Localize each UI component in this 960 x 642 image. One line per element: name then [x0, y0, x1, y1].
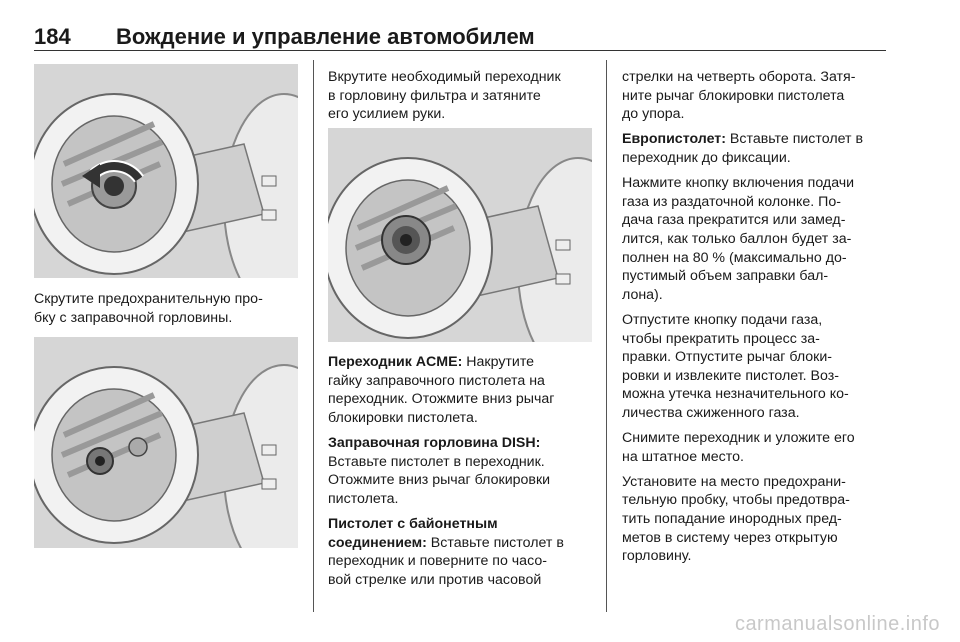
text-line: лона). — [622, 286, 663, 303]
text-line: Отпустите кнопку подачи газа, — [622, 311, 823, 328]
text-line: его усилием руки. — [328, 106, 446, 123]
text-line: блокировки пистолета. — [328, 409, 478, 426]
text-line: Вставьте пистолет в — [426, 534, 564, 551]
text-line: переходник. Отожмите вниз рычаг — [328, 391, 555, 408]
paragraph-remove-adapter — [622, 429, 892, 466]
text-line: метов в систему через открытую — [622, 529, 838, 546]
term-bayonet: соединением: — [328, 534, 427, 551]
text-line: Накрутите — [462, 354, 535, 370]
text-line: до упора. — [622, 106, 685, 123]
figure-cap-removal — [34, 64, 298, 278]
paragraph-release — [622, 311, 892, 423]
text-line: пистолета. — [328, 490, 399, 507]
text-line: тельную пробку, чтобы предотвра- — [622, 492, 850, 509]
figure-adapter-installed — [328, 128, 592, 342]
page-title: Вождение и управление автомобилем — [116, 24, 535, 49]
text-line: пустимый объем заправки бал- — [622, 268, 829, 285]
text-line: чтобы прекратить процесс за- — [622, 330, 820, 347]
instructions-column-2 — [328, 68, 600, 130]
text-line: можна утечка незначительного ко- — [622, 386, 849, 403]
text-line: правки. Отпустите рычаг блоки- — [622, 349, 833, 366]
paragraph-gas-supply — [622, 174, 892, 304]
caption-cap-removal — [34, 290, 304, 327]
text-line: на штатное место. — [622, 448, 744, 465]
paragraph-euro — [622, 130, 892, 167]
text-line: ровки и извлеките пистолет. Воз- — [622, 367, 839, 384]
text-line: тить попадание инородных пред- — [622, 511, 842, 528]
text-line: переходник и поверните по часо- — [328, 553, 547, 570]
term-acme: Переходник ACME: — [328, 354, 463, 370]
text-line: Установите на место предохрани- — [622, 473, 846, 490]
figure-open-filler — [34, 337, 298, 548]
text-line: стрелки на четверть оборота. Затя- — [622, 69, 856, 85]
paragraph-continuation — [622, 68, 892, 124]
text-line: в горловину фильтра и затяните — [328, 87, 541, 104]
text-line: переходник до фиксации. — [622, 149, 791, 166]
text-line: гайку заправочного пистолета на — [328, 372, 545, 389]
instructions-column-2-cont — [328, 353, 600, 596]
term-bayonet: Пистолет с байонетным — [328, 515, 498, 532]
text-line: горловину. — [622, 548, 692, 565]
term-dish: Заправочная горловина DISH: — [328, 434, 541, 451]
paragraph-dish — [328, 434, 600, 508]
paragraph-acme — [328, 353, 600, 427]
watermark: carmanualsonline.info — [734, 613, 940, 635]
page-header — [34, 24, 886, 52]
paragraph-intro — [328, 68, 600, 124]
column-divider-1 — [313, 60, 314, 612]
text-line: газа из раздаточной колонке. По- — [622, 193, 841, 210]
text-line: ните рычаг блокировки пистолета — [622, 87, 845, 104]
text-line: личества сжиженного газа. — [622, 404, 800, 421]
column-divider-2 — [606, 60, 607, 612]
header-rule — [34, 50, 886, 51]
text-line: Отожмите вниз рычаг блокировки — [328, 472, 551, 489]
paragraph-install-cap — [622, 473, 892, 566]
text-line: Вкрутите необходимый переходник — [328, 69, 561, 85]
text-line: Снимите переходник и уложите его — [622, 430, 855, 447]
text-line: вой стрелке или против часовой — [328, 571, 542, 588]
term-euro: Европистолет: — [622, 131, 726, 148]
text-line: Скрутите предохранительную про- — [34, 291, 263, 307]
page-number: 184 — [34, 24, 71, 49]
text-line: лится, как только баллон будет за- — [622, 230, 852, 247]
paragraph-bayonet — [328, 515, 600, 589]
text-line: полнен на 80 % (максимально до- — [622, 249, 847, 266]
instructions-column-3 — [622, 68, 892, 572]
text-line: бку с заправочной горловины. — [34, 309, 233, 326]
text-line: дача газа прекратится или замед- — [622, 212, 846, 229]
text-line: Вставьте пистолет в переходник. — [328, 453, 545, 470]
text-line: Вставьте пистолет в — [725, 131, 863, 148]
text-line: Нажмите кнопку включения подачи — [622, 175, 855, 192]
